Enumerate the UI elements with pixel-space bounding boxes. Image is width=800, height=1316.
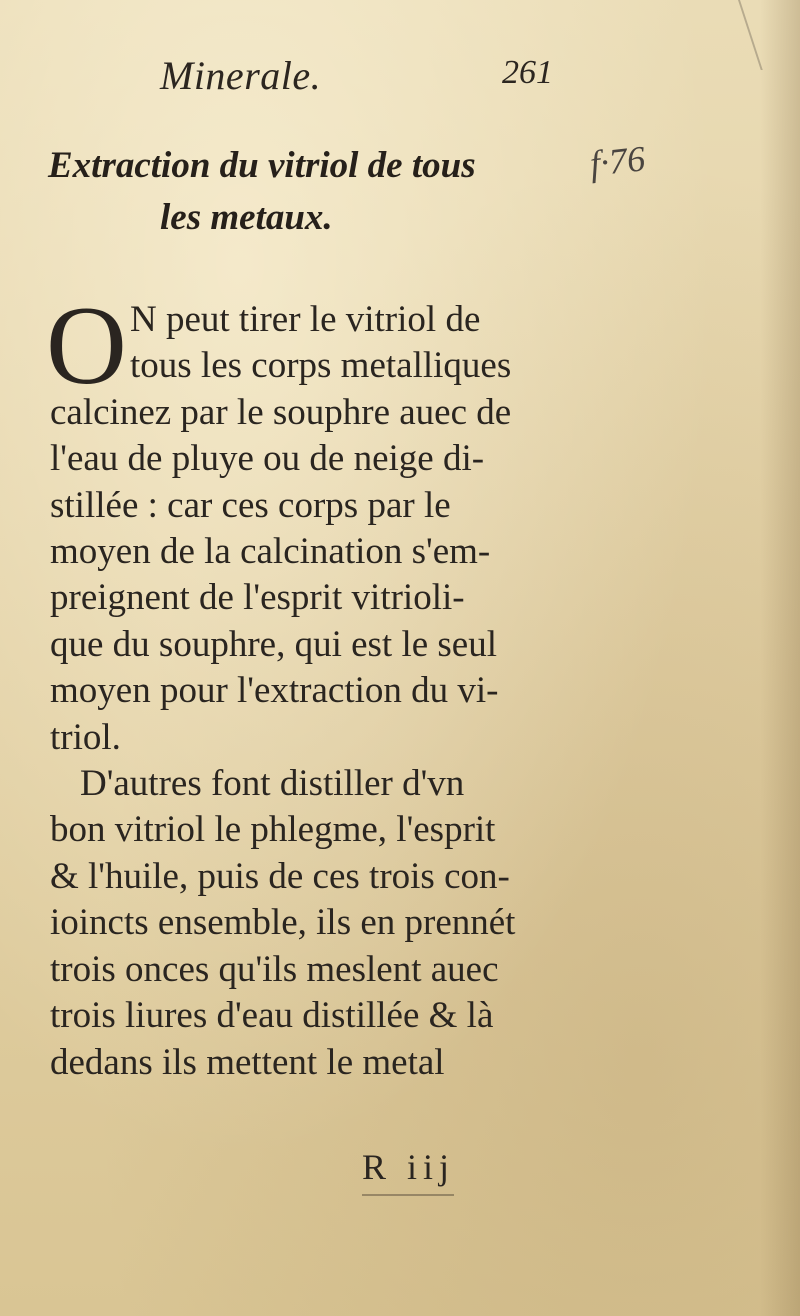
text-line: N peut tirer le vitriol de <box>130 299 481 340</box>
signature-rule <box>362 1194 454 1196</box>
heading-line-1: Extraction du vitriol de tous <box>48 145 476 186</box>
handwritten-margin-note: f·76 <box>588 138 647 184</box>
text-line: tous les corps metalliques <box>130 345 512 387</box>
text-line: triol. <box>50 716 121 758</box>
drop-cap: O <box>46 284 127 408</box>
text-line: & l'huile, puis de ces trois con- <box>50 855 510 897</box>
section-heading <box>48 140 608 244</box>
text-line: ioincts ensemble, ils en prennét <box>50 902 516 944</box>
page-edge-shadow <box>760 0 800 1316</box>
signature-mark: R iij <box>362 1147 456 1187</box>
text-line: trois onces qu'ils meslent auec <box>50 948 499 990</box>
text-line: bon vitriol le phlegme, l'esprit <box>50 809 496 851</box>
text-line: D'autres font distiller d'vn <box>80 763 465 805</box>
text-line: moyen pour l'extraction du vi- <box>50 670 499 712</box>
text-line: l'eau de pluye ou de neige di- <box>50 438 485 480</box>
page-number: 261 <box>502 54 553 91</box>
text-line: dedans ils mettent le metal <box>50 1041 445 1083</box>
text-line: stillée : car ces corps par le <box>50 484 451 526</box>
body-text <box>50 297 580 1086</box>
corner-crease <box>738 0 800 70</box>
running-head: Minerale. <box>160 53 322 98</box>
text-line: preignent de l'esprit vitrioli- <box>50 577 465 619</box>
heading-line-2: les metaux. <box>160 197 333 238</box>
text-line: que du souphre, qui est le seul <box>50 623 497 665</box>
text-line: trois liures d'eau distillée & là <box>50 995 494 1037</box>
text-line: moyen de la calcination s'em- <box>50 531 491 573</box>
text-line: calcinez par le souphre auec de <box>50 391 512 433</box>
